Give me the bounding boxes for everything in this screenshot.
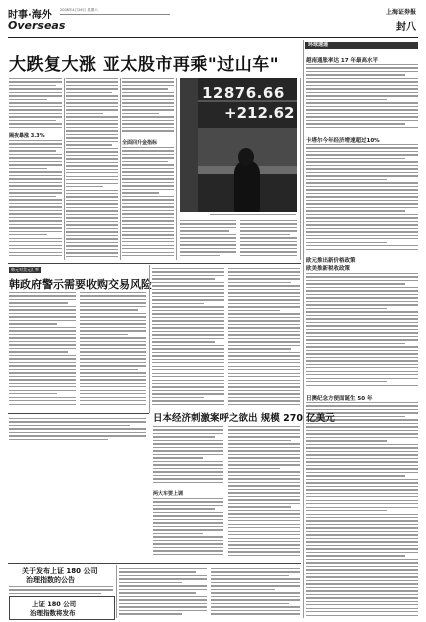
bottom-boxed-notice	[9, 596, 115, 620]
japan-text-col-1b	[153, 498, 223, 560]
photo-caption	[210, 214, 296, 219]
person-silhouette	[234, 160, 260, 212]
masthead-info-lines	[60, 14, 170, 19]
right-item-3-subtitle: 欧美推新税收政策	[306, 266, 351, 272]
japan-text-col-1	[153, 426, 223, 488]
japan-subhead-1: 两大车要上调	[153, 491, 184, 497]
korea-kicker: 韩元对美元汇率	[11, 267, 39, 272]
lead-text-col-1	[9, 78, 62, 130]
japan-headline: 日本经济刺激案呼之欲出 规模 270 亿美元	[153, 413, 335, 424]
board-change: +212.62	[224, 104, 295, 122]
lead-photo	[180, 78, 297, 212]
lead-text-col-3b	[122, 147, 174, 260]
right-item-2-title: 卡塔尔今年经济增速超过10%	[306, 138, 380, 144]
masthead-rule	[8, 37, 418, 38]
right-item-3-title: 欧元推出新价格政策	[306, 258, 356, 264]
right-item-1-text	[306, 64, 418, 130]
lead-text-col-2	[66, 78, 118, 260]
right-item-2-text	[306, 144, 418, 252]
lead-text-col-4	[180, 220, 236, 260]
board-value: 12876.66	[202, 84, 285, 102]
date-line: 2008年4月26日 星期六	[60, 8, 98, 12]
mid-story-col-1	[152, 268, 224, 408]
korea-headline: 韩政府警示需要收购交易风险	[9, 278, 152, 291]
lead-text-col-1b	[9, 140, 62, 260]
boxed-headline-2: 治理指数将发布	[30, 609, 76, 617]
person-head	[238, 148, 254, 166]
bottom-headline-bottom: 治理指数的公告	[26, 576, 75, 584]
korea-text-col-1	[9, 292, 76, 408]
mid-story-col-2	[228, 268, 300, 408]
korea-text-bottom	[9, 418, 146, 446]
board-panel-left	[180, 78, 198, 212]
right-item-3-text	[306, 273, 418, 389]
section-title-en: Overseas	[8, 19, 66, 32]
korea-text-col-2	[80, 292, 146, 408]
lead-subhead-2: 全面回升金指标	[122, 140, 158, 146]
bottom-headline-top: 关于发布上证 180 公司	[22, 567, 98, 575]
bottom-table-col-1	[119, 568, 207, 618]
right-item-1-title: 越南通胀率达 17 年最高水平	[306, 58, 378, 64]
bottom-table-col-2	[211, 568, 300, 618]
lead-headline: 大跌复大涨 亚太股市再乘"过山车"	[9, 55, 280, 75]
japan-text-col-2	[228, 426, 300, 560]
right-item-4-title: 日澳纪念方便面诞生 50 年	[306, 396, 373, 402]
brand-name: 上海证券报	[385, 9, 416, 16]
section-title: 时事·海外	[8, 10, 52, 21]
masthead	[8, 6, 418, 36]
lead-text-col-5	[240, 220, 297, 260]
lead-subhead-1: 隔夜暴涨 3.3%	[9, 133, 45, 139]
right-item-4-text	[306, 402, 418, 618]
lead-text-col-3	[122, 78, 174, 136]
right-col-header: 环球速递	[308, 42, 329, 48]
page-number: 封八	[396, 22, 416, 33]
boxed-headline-1: 上证 180 公司	[32, 600, 77, 608]
